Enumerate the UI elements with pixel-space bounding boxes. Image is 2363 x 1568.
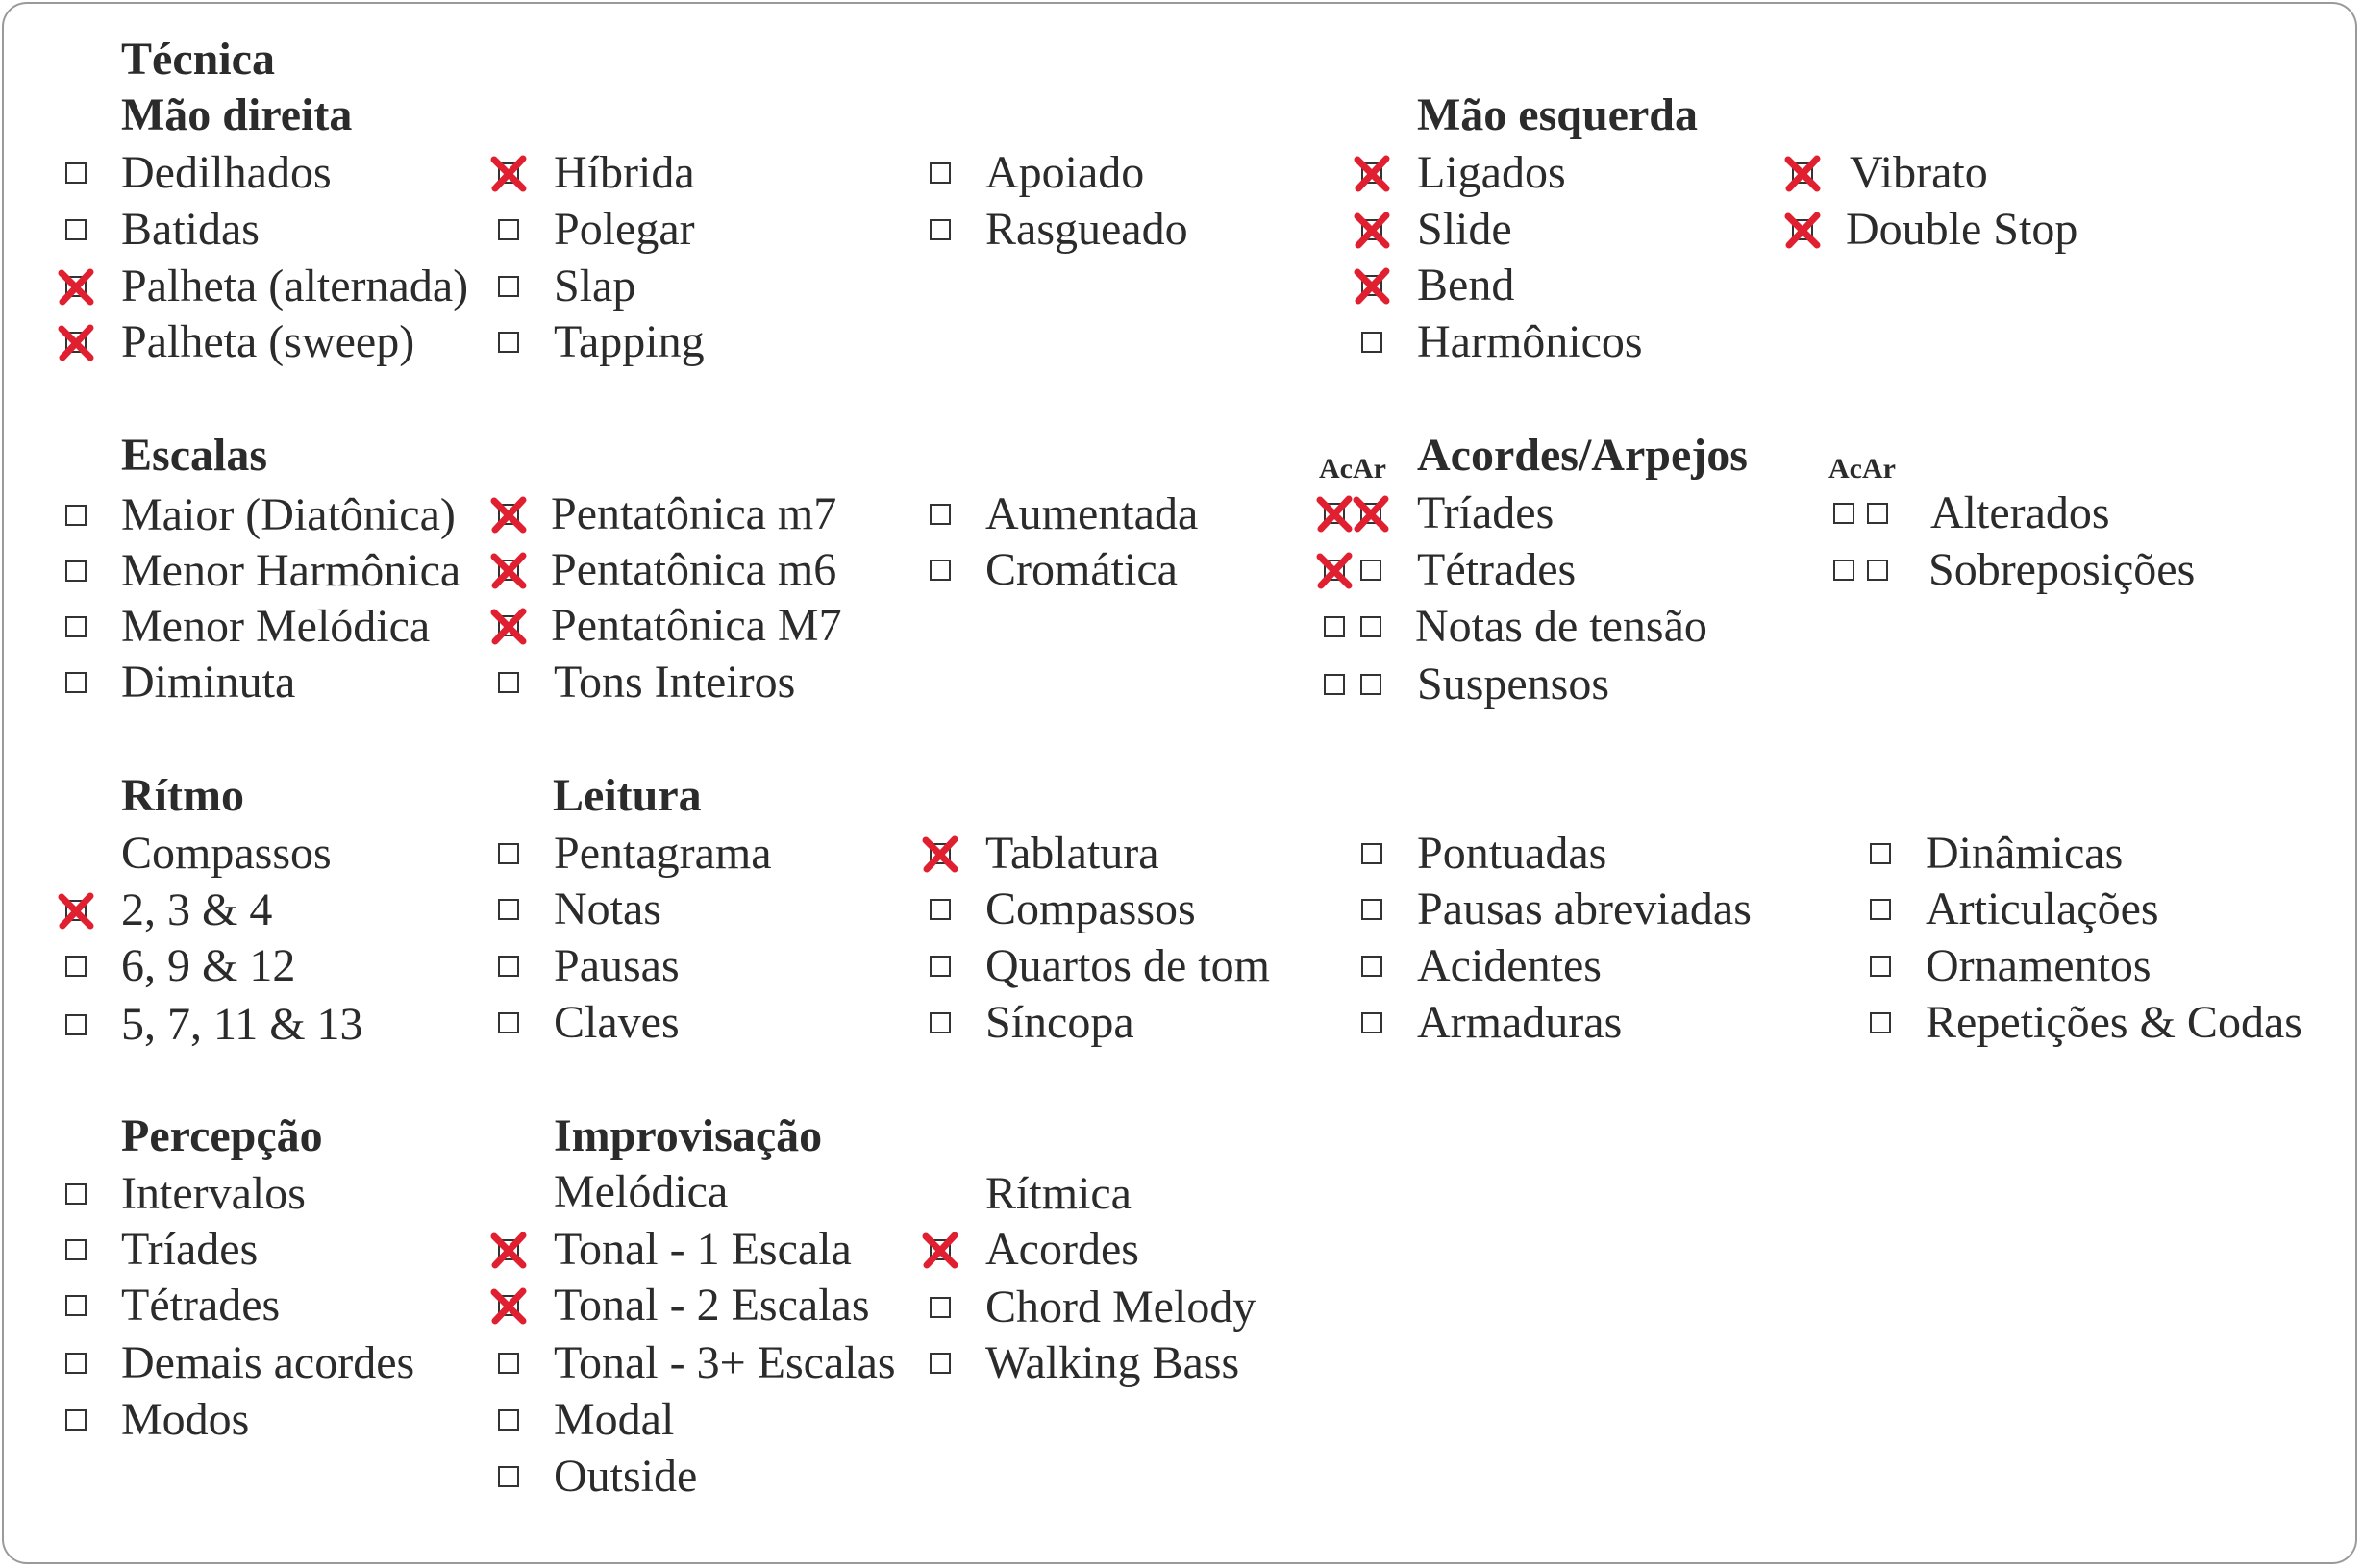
item-label-mel-3: Modal: [554, 1394, 675, 1445]
checkbox-esc-9[interactable]: [930, 560, 951, 581]
checkbox-lei-11[interactable]: [1361, 1012, 1382, 1033]
item-label-lei-4: Tablatura: [985, 828, 1159, 879]
item-label-esc-9: Cromática: [985, 544, 1178, 595]
item-label-esc-4: Pentatônica m7: [551, 488, 837, 539]
checkbox-esc-3[interactable]: [65, 672, 87, 693]
checkbox-mel-2[interactable]: [498, 1353, 519, 1374]
checkbox-lei-0[interactable]: [498, 843, 519, 864]
item-label-rm-1: Chord Melody: [985, 1282, 1256, 1332]
checkbox-ar-ac-3[interactable]: [1360, 674, 1381, 695]
item-label-md-1: Batidas: [121, 204, 260, 255]
checkbox-lei-15[interactable]: [1870, 1012, 1891, 1033]
heading-ritmo: Rítmo: [121, 770, 244, 821]
check-mark-icon: [921, 1231, 959, 1269]
item-label-per-1: Tríades: [121, 1224, 259, 1275]
item-label-lei-2: Pausas: [554, 940, 680, 991]
item-label-lei-11: Armaduras: [1417, 997, 1623, 1048]
check-mark-icon: [489, 154, 528, 192]
checkbox-per-4[interactable]: [65, 1409, 87, 1431]
item-label-me-1: Slide: [1417, 204, 1512, 255]
heading-mao-direita: Mão direita: [121, 89, 353, 140]
checkbox-lei-6[interactable]: [930, 956, 951, 977]
check-mark-icon: [57, 267, 95, 306]
item-label-ac-1: Tétrades: [1417, 544, 1577, 595]
item-label-per-4: Modos: [121, 1394, 250, 1445]
item-label-per-3: Demais acordes: [121, 1337, 415, 1388]
checkbox-md-0[interactable]: [65, 162, 87, 184]
item-label-me-5: Double Stop: [1846, 204, 2078, 255]
checkbox-esc-2[interactable]: [65, 616, 87, 637]
check-mark-icon: [489, 1231, 528, 1269]
checkbox-esc-0[interactable]: [65, 505, 87, 526]
item-label-esc-2: Menor Melódica: [121, 601, 431, 652]
checkbox-rm-1[interactable]: [930, 1297, 951, 1318]
item-label-lei-5: Compassos: [985, 884, 1196, 934]
item-label-lei-14: Ornamentos: [1926, 940, 2152, 991]
item-label-lei-10: Acidentes: [1417, 940, 1602, 991]
item-label-md-6: Slap: [554, 261, 636, 311]
checkbox-md-7[interactable]: [498, 332, 519, 353]
check-mark-icon: [1353, 266, 1391, 305]
checkbox-lei-14[interactable]: [1870, 956, 1891, 977]
item-label-esc-5: Pentatônica m6: [551, 544, 837, 595]
checkbox-md-1[interactable]: [65, 219, 87, 240]
checkbox-lei-3[interactable]: [498, 1012, 519, 1033]
item-label-lei-1: Notas: [554, 884, 661, 934]
check-mark-icon: [1315, 494, 1354, 533]
item-label-rm-2: Walking Bass: [985, 1337, 1240, 1388]
heading-leitura: Leitura: [553, 770, 702, 821]
checkbox-ac-ac-4[interactable]: [1833, 503, 1854, 524]
checkbox-ar-ac-2[interactable]: [1360, 616, 1381, 637]
check-mark-icon: [489, 551, 528, 589]
item-label-me-2: Bend: [1417, 260, 1515, 311]
column-label-acar: AcAr: [1828, 453, 1896, 485]
item-label-esc-6: Pentatônica M7: [551, 600, 842, 651]
item-label-ac-4: Alterados: [1930, 487, 2110, 538]
item-label-per-2: Tétrades: [121, 1280, 281, 1331]
item-label-esc-3: Diminuta: [121, 657, 296, 708]
check-mark-icon: [489, 495, 528, 534]
item-label-md-2: Palheta (alternada): [121, 261, 469, 311]
checkbox-rit-2[interactable]: [65, 1014, 87, 1035]
checkbox-ar-ac-4[interactable]: [1867, 503, 1888, 524]
checkbox-lei-5[interactable]: [930, 899, 951, 920]
checkbox-per-0[interactable]: [65, 1183, 87, 1205]
item-label-ac-3: Suspensos: [1417, 659, 1610, 709]
item-label-md-7: Tapping: [554, 316, 705, 367]
item-label-mel-0: Tonal - 1 Escala: [554, 1224, 852, 1275]
item-label-md-8: Apoiado: [985, 147, 1145, 198]
item-label-esc-8: Aumentada: [985, 488, 1199, 539]
checkbox-lei-13[interactable]: [1870, 899, 1891, 920]
item-label-esc-0: Maior (Diatônica): [121, 489, 456, 540]
item-label-lei-3: Claves: [554, 997, 680, 1048]
check-mark-icon: [57, 323, 95, 361]
checkbox-esc-1[interactable]: [65, 560, 87, 582]
section-title-tecnica: Técnica: [121, 34, 275, 85]
checkbox-ac-ac-3[interactable]: [1324, 674, 1345, 695]
item-label-md-4: Híbrida: [554, 147, 695, 198]
checkbox-md-6[interactable]: [498, 276, 519, 297]
check-mark-icon: [57, 891, 95, 930]
checkbox-ar-ac-5[interactable]: [1867, 560, 1888, 581]
item-label-md-0: Dedilhados: [121, 147, 332, 198]
checkbox-lei-8[interactable]: [1361, 843, 1382, 864]
item-label-md-5: Polegar: [554, 204, 695, 255]
check-mark-icon: [1783, 154, 1822, 192]
check-mark-icon: [921, 834, 959, 873]
check-mark-icon: [1353, 211, 1391, 249]
item-label-rm-0: Acordes: [985, 1224, 1139, 1275]
checkbox-lei-9[interactable]: [1361, 899, 1382, 920]
item-label-md-3: Palheta (sweep): [121, 316, 415, 367]
item-label-rit-1: 6, 9 & 12: [121, 940, 296, 991]
column-label-acar: AcAr: [1319, 453, 1386, 485]
checkbox-me-3[interactable]: [1361, 332, 1382, 353]
checkbox-md-5[interactable]: [498, 219, 519, 240]
item-label-md-9: Rasgueado: [985, 204, 1188, 255]
heading-escalas: Escalas: [121, 430, 268, 481]
item-label-esc-7: Tons Inteiros: [554, 657, 796, 708]
item-label-lei-8: Pontuadas: [1417, 828, 1607, 879]
heading-percepcao: Percepção: [121, 1110, 323, 1161]
item-label-ac-2: Notas de tensão: [1415, 601, 1707, 652]
checkbox-ac-ac-5[interactable]: [1833, 560, 1854, 581]
item-label-mel-4: Outside: [554, 1451, 698, 1502]
item-label-ac-5: Sobreposições: [1928, 544, 2196, 595]
item-label-lei-0: Pentagrama: [554, 828, 772, 879]
checkbox-rit-1[interactable]: [65, 956, 87, 977]
checkbox-rm-2[interactable]: [930, 1353, 951, 1374]
subheading-ritmica: Rítmica: [985, 1168, 1132, 1219]
item-label-lei-9: Pausas abreviadas: [1417, 884, 1752, 934]
checkbox-ar-ac-1[interactable]: [1360, 560, 1381, 581]
item-label-me-4: Vibrato: [1850, 147, 1988, 198]
item-label-esc-1: Menor Harmônica: [121, 545, 461, 596]
item-label-me-3: Harmônicos: [1417, 316, 1643, 367]
check-mark-icon: [1315, 551, 1354, 589]
check-mark-icon: [1353, 154, 1391, 192]
check-mark-icon: [489, 607, 528, 645]
item-label-ac-0: Tríades: [1417, 487, 1555, 538]
item-label-lei-12: Dinâmicas: [1926, 828, 2124, 879]
checkbox-esc-7[interactable]: [498, 672, 519, 693]
check-mark-icon: [489, 1286, 528, 1325]
checkbox-lei-12[interactable]: [1870, 843, 1891, 864]
checkbox-lei-7[interactable]: [930, 1012, 951, 1033]
checkbox-lei-10[interactable]: [1361, 956, 1382, 977]
item-label-mel-2: Tonal - 3+ Escalas: [554, 1337, 896, 1388]
checkbox-lei-1[interactable]: [498, 899, 519, 920]
checkbox-per-2[interactable]: [65, 1295, 87, 1316]
item-label-lei-15: Repetições & Codas: [1926, 997, 2302, 1048]
item-label-rit-0: 2, 3 & 4: [121, 884, 273, 935]
checkbox-per-1[interactable]: [65, 1239, 87, 1260]
checkbox-md-9[interactable]: [930, 219, 951, 240]
subheading-melodica: Melódica: [554, 1166, 729, 1217]
item-label-me-0: Ligados: [1417, 147, 1566, 198]
check-mark-icon: [1352, 494, 1390, 533]
checkbox-lei-2[interactable]: [498, 956, 519, 977]
item-label-lei-13: Articulações: [1926, 884, 2159, 934]
item-label-lei-6: Quartos de tom: [985, 940, 1270, 991]
check-mark-icon: [1783, 211, 1822, 249]
checkbox-mel-3[interactable]: [498, 1409, 519, 1431]
checkbox-ac-ac-2[interactable]: [1324, 616, 1345, 637]
heading-mao-esquerda: Mão esquerda: [1417, 89, 1698, 140]
item-label-rit-2: 5, 7, 11 & 13: [121, 999, 363, 1050]
checkbox-md-8[interactable]: [930, 162, 951, 184]
heading-acordes-arpejos: Acordes/Arpejos: [1417, 430, 1748, 481]
subheading-compassos: Compassos: [121, 828, 332, 879]
checkbox-mel-4[interactable]: [498, 1466, 519, 1487]
item-label-mel-1: Tonal - 2 Escalas: [554, 1280, 870, 1331]
item-label-lei-7: Síncopa: [985, 997, 1134, 1048]
heading-improvisacao: Improvisação: [554, 1110, 823, 1161]
checkbox-esc-8[interactable]: [930, 504, 951, 525]
item-label-per-0: Intervalos: [121, 1168, 306, 1219]
checkbox-per-3[interactable]: [65, 1353, 87, 1374]
